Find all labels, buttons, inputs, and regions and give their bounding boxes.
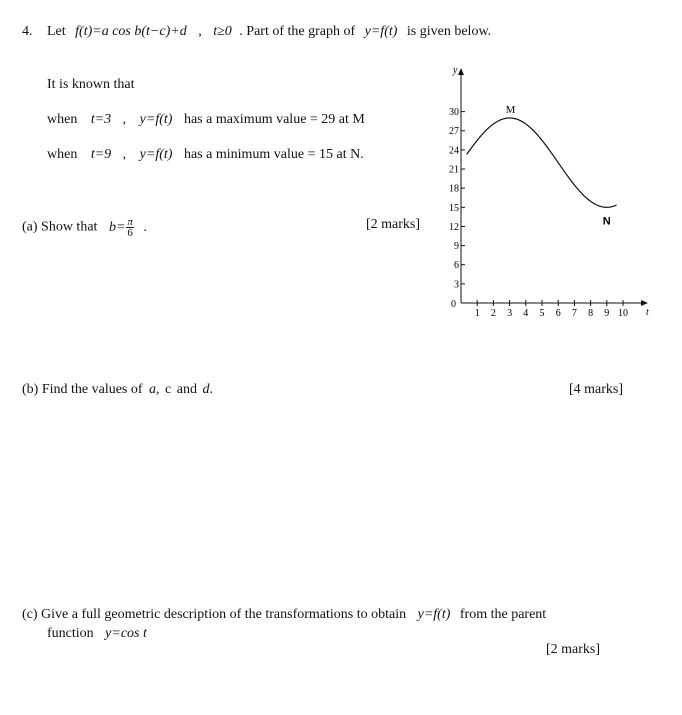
condition-minimum bbox=[47, 147, 364, 163]
y-tick-label: 3 bbox=[454, 279, 459, 291]
max-text: has a maximum value = 29 at M bbox=[183, 112, 365, 127]
min-text: has a minimum value = 15 at N. bbox=[183, 147, 364, 162]
max-equation: y=f(t) bbox=[139, 112, 173, 127]
point-n-label: N bbox=[602, 215, 611, 228]
comma: , bbox=[122, 147, 127, 162]
comma: , bbox=[122, 112, 127, 127]
stem-let: Let bbox=[47, 24, 66, 39]
part-c-text: (c) Give a full geometric description of the transformations to obtain bbox=[22, 607, 407, 622]
part-c-prompt-line1 bbox=[22, 607, 546, 623]
x-tick-label: 3 bbox=[507, 308, 513, 319]
fraction-numerator: π bbox=[127, 216, 133, 228]
y-tick-label: 9 bbox=[454, 241, 459, 253]
part-a-marks: [2 marks] bbox=[366, 217, 421, 232]
graph-equation: y=f(t) bbox=[364, 24, 398, 39]
y-axis-label: y bbox=[453, 65, 458, 76]
part-a-eq-lhs: b= bbox=[108, 219, 126, 235]
part-c-function-word: function bbox=[47, 626, 94, 641]
y-tick-label: 30 bbox=[449, 107, 459, 119]
part-c-prompt-line2 bbox=[47, 626, 147, 642]
part-b-sep: , bbox=[156, 382, 160, 397]
part-c-marks: [2 marks] bbox=[546, 642, 601, 657]
when-label: when bbox=[47, 147, 78, 162]
question-stem bbox=[47, 24, 491, 40]
x-tick-label: 10 bbox=[618, 308, 628, 319]
part-b-marks: [4 marks] bbox=[569, 382, 624, 397]
part-b-prompt bbox=[22, 382, 213, 398]
part-b-and: and bbox=[176, 382, 197, 397]
var-a: a bbox=[149, 382, 157, 397]
y-tick-label: 27 bbox=[449, 126, 459, 138]
stem-end: is given below. bbox=[406, 24, 492, 39]
x-tick-label: 2 bbox=[490, 308, 496, 319]
origin-label: 0 bbox=[451, 299, 456, 310]
x-tick-label: 9 bbox=[604, 308, 610, 319]
part-b-label: (b) Find the values of bbox=[22, 382, 143, 397]
part-c-line1-end: from the parent bbox=[459, 607, 547, 622]
parent-function: y=cos t bbox=[105, 626, 147, 641]
stem-separator: , bbox=[198, 24, 202, 39]
x-tick-label: 4 bbox=[523, 308, 529, 319]
y-tick-label: 24 bbox=[449, 145, 459, 157]
point-m-label: M bbox=[505, 103, 516, 116]
x-axis-arrow bbox=[641, 300, 648, 306]
y-tick-label: 12 bbox=[449, 221, 459, 233]
var-d: d bbox=[202, 382, 210, 397]
graph-curve bbox=[467, 118, 617, 207]
known-intro: It is known that bbox=[47, 77, 135, 92]
y-tick-label: 15 bbox=[449, 202, 459, 214]
fraction-denominator: 6 bbox=[127, 227, 133, 239]
function-definition: f(t)=a cos b(t−c)+d bbox=[75, 24, 187, 39]
y-tick-label: 21 bbox=[449, 164, 459, 176]
min-equation: y=f(t) bbox=[139, 147, 173, 162]
x-axis-label: t bbox=[645, 307, 649, 318]
x-tick-label: 7 bbox=[571, 308, 577, 319]
x-tick-label: 5 bbox=[539, 308, 545, 319]
stem-rest: . Part of the graph of bbox=[239, 24, 356, 39]
domain-condition: t≥0 bbox=[213, 24, 232, 39]
y-tick-label: 18 bbox=[449, 183, 459, 195]
x-tick-label: 8 bbox=[588, 308, 594, 319]
condition-maximum bbox=[47, 112, 365, 128]
y-axis-arrow bbox=[458, 68, 464, 75]
when-label: when bbox=[47, 112, 78, 127]
part-a-prompt bbox=[22, 217, 147, 238]
var-c: c bbox=[165, 382, 172, 397]
function-graph bbox=[440, 62, 660, 324]
part-a-end: . bbox=[143, 219, 147, 235]
part-b-end: . bbox=[209, 382, 213, 397]
pi-over-6-fraction bbox=[126, 217, 134, 238]
x-tick-label: 6 bbox=[555, 308, 561, 319]
x-tick-label: 1 bbox=[474, 308, 480, 319]
part-a-label: (a) Show that bbox=[22, 219, 98, 235]
y-tick-label: 6 bbox=[454, 260, 459, 272]
part-c-equation: y=f(t) bbox=[417, 607, 451, 622]
max-t-value: t=3 bbox=[90, 112, 112, 127]
question-number: 4. bbox=[22, 24, 33, 39]
min-t-value: t=9 bbox=[90, 147, 112, 162]
axis-ticks bbox=[449, 107, 628, 319]
